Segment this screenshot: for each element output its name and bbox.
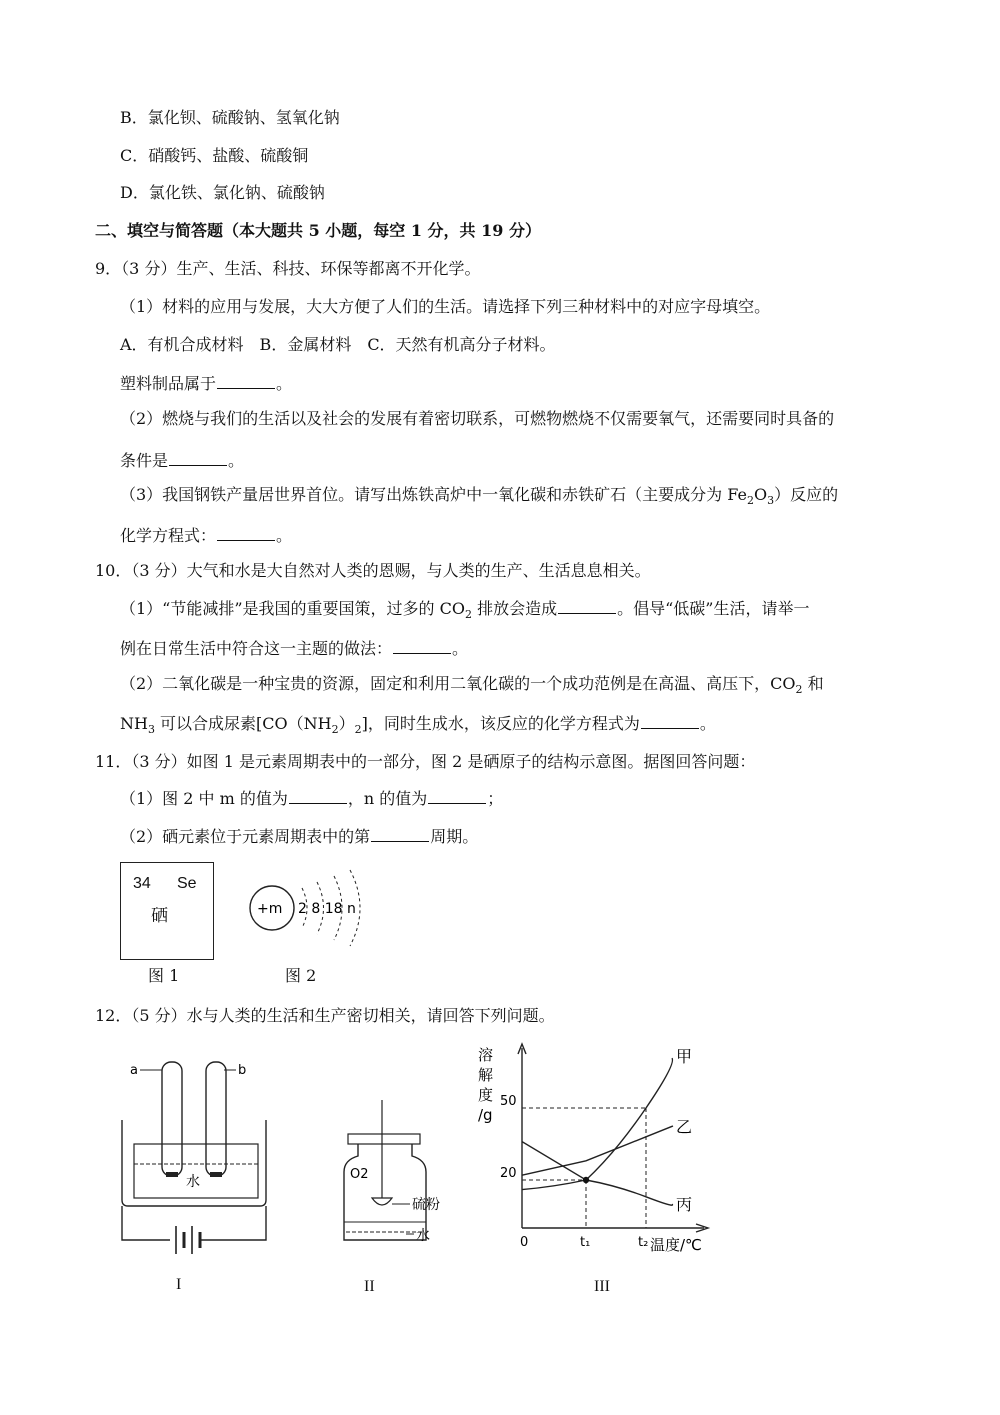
text: 。倡导“低碳”生活，请举一 <box>617 599 810 618</box>
figure-I-caption: I <box>176 1276 182 1293</box>
curve-label-bing: 丙 <box>676 1195 693 1215</box>
sulfur-label: 硫粉 <box>412 1197 440 1213</box>
text: 和 <box>802 674 824 693</box>
q10-part2-answer <box>120 713 716 735</box>
water-label: 水 <box>416 1228 430 1244</box>
atom-structure-figure <box>240 860 380 960</box>
y-axis-label: 溶 <box>478 1046 494 1064</box>
subscript: 3 <box>767 494 775 508</box>
test-tube-b <box>206 1062 226 1176</box>
text: （1）“节能减排”是我国的重要国策，过多的 CO <box>120 599 465 618</box>
text: NH <box>120 714 148 733</box>
q9-part3 <box>120 484 838 506</box>
q10-part2 <box>120 673 824 695</box>
text: （3）我国钢铁产量居世界首位。请写出炼铁高炉中一氧化碳和赤铁矿石（主要成分为 Fe <box>120 485 747 504</box>
text: 。 <box>276 374 293 393</box>
figure-1-caption: 图 1 <box>148 966 180 985</box>
q9-part1: （1）材料的应用与发展，大大方便了人们的生活。请选择下列三种材料中的对应字母填空。 <box>120 297 771 316</box>
text: （2）硒元素位于元素周期表中的第 <box>120 827 371 846</box>
gas-bottle <box>344 1144 426 1240</box>
electrode <box>210 1172 222 1177</box>
intersection-point <box>583 1177 589 1183</box>
figure-2-caption: 图 2 <box>285 966 317 985</box>
figure-III-caption: III <box>594 1278 610 1295</box>
text: 塑料制品属于 <box>120 374 217 393</box>
answer-blank[interactable] <box>558 599 616 614</box>
q9-part2-answer <box>120 450 244 472</box>
sulfur-combustion-figure <box>336 1100 466 1250</box>
atomic-number: 34 <box>133 875 151 892</box>
y-axis-label: 解 <box>478 1066 494 1084</box>
answer-blank[interactable] <box>641 714 699 729</box>
electrolysis-figure <box>120 1060 280 1260</box>
curve-label-jia: 甲 <box>676 1047 693 1067</box>
subscript: 2 <box>331 723 339 737</box>
option-b: B．氯化钡、硫酸钠、氢氧化钠 <box>120 108 340 127</box>
text: 例在日常生活中符合这一主题的做法： <box>120 639 393 658</box>
text: 。 <box>276 526 293 545</box>
y-axis-label: /g <box>478 1106 493 1124</box>
text: （1）图 2 中 m 的值为 <box>120 789 288 808</box>
answer-blank[interactable] <box>217 526 275 541</box>
label-a: a <box>130 1063 138 1078</box>
periodic-cell-figure <box>120 862 214 960</box>
element-name: 硒 <box>151 906 168 926</box>
text: 。 <box>228 451 245 470</box>
q10-part1 <box>120 598 809 620</box>
q9-choices: A．有机合成材料 B．金属材料 C．天然有机高分子材料。 <box>120 335 556 354</box>
subscript: 3 <box>147 723 155 737</box>
text: ，n 的值为 <box>347 789 428 808</box>
solubility-chart <box>470 1040 740 1265</box>
q11-stem: 11．（3 分）如图 1 是元素周期表中的一部分，图 2 是硒原子的结构示意图。据图回答问题： <box>95 752 756 771</box>
text: 。 <box>452 639 469 658</box>
shell-electrons: 2 8 18 n <box>298 901 356 917</box>
water-label: 水 <box>186 1174 200 1190</box>
answer-blank[interactable] <box>371 827 429 842</box>
q11-part2 <box>120 826 478 848</box>
q9-part2: （2）燃烧与我们的生活以及社会的发展有着密切联系，可燃物燃烧不仅需要氧气，还需要同时具备的 <box>120 409 835 428</box>
q12-stem: 12．（5 分）水与人类的生活和生产密切相关，请回答下列问题。 <box>95 1006 555 1025</box>
q10-stem: 10．（3 分）大气和水是大自然对人类的恩赐，与人类的生产、生活息息相关。 <box>95 561 651 580</box>
curve-yi <box>522 1126 672 1175</box>
curve-bing <box>522 1142 672 1206</box>
x-tick-t1: t₁ <box>580 1235 591 1250</box>
q9-part1-answer <box>120 373 292 395</box>
text: 条件是 <box>120 451 169 470</box>
answer-blank[interactable] <box>169 451 227 466</box>
text: 可以合成尿素[CO（NH <box>154 714 332 733</box>
nucleus-charge: +m <box>257 901 283 917</box>
y-axis-label: 度 <box>478 1086 494 1104</box>
bottle-cap <box>348 1134 420 1144</box>
q11-part1 <box>120 788 503 810</box>
oxygen-label: O2 <box>350 1167 369 1182</box>
x-tick-t2: t₂ <box>638 1235 649 1250</box>
water-trough <box>122 1120 266 1206</box>
text: 。 <box>699 714 716 733</box>
y-tick-50: 50 <box>500 1094 517 1109</box>
subscript: 2 <box>746 494 754 508</box>
text: （2）二氧化碳是一种宝贵的资源，固定和利用二氧化碳的一个成功范例是在高温、高压下，CO <box>120 674 796 693</box>
y-tick-20: 20 <box>500 1166 517 1181</box>
text: 周期。 <box>430 827 479 846</box>
origin-label: 0 <box>520 1235 529 1250</box>
answer-blank[interactable] <box>289 789 347 804</box>
text: ） <box>338 714 355 733</box>
option-d: D．氯化铁、氯化钠、硫酸钠 <box>120 183 325 202</box>
answer-blank[interactable] <box>393 639 451 654</box>
subscript: 2 <box>465 608 472 622</box>
curve-label-yi: 乙 <box>676 1117 693 1137</box>
section-heading: 二、填空与简答题（本大题共 5 小题，每空 1 分，共 19 分） <box>95 221 541 240</box>
text: ]，同时生成水，该反应的化学方程式为 <box>361 714 640 733</box>
subscript: 2 <box>795 683 803 697</box>
answer-blank[interactable] <box>217 374 275 389</box>
test-tube-a <box>162 1062 182 1176</box>
subscript: 2 <box>354 723 362 737</box>
figure-II-caption: II <box>364 1278 375 1295</box>
q10-part1-answer <box>120 638 468 660</box>
q9-stem: 9．（3 分）生产、生活、科技、环保等都离不开化学。 <box>95 259 481 278</box>
label-b: b <box>238 1063 247 1078</box>
text: ； <box>487 789 504 808</box>
answer-blank[interactable] <box>428 789 486 804</box>
text: O <box>753 485 768 504</box>
electrode <box>166 1172 178 1177</box>
element-symbol: Se <box>177 875 197 892</box>
option-c: C．硝酸钙、盐酸、硫酸铜 <box>120 146 309 165</box>
text: 排放会造成 <box>472 599 558 618</box>
q9-part3-answer <box>120 525 292 547</box>
text: ）反应的 <box>774 485 839 504</box>
combustion-spoon <box>372 1198 392 1205</box>
x-axis-label: 温度/℃ <box>650 1236 702 1254</box>
text: 化学方程式： <box>120 526 217 545</box>
